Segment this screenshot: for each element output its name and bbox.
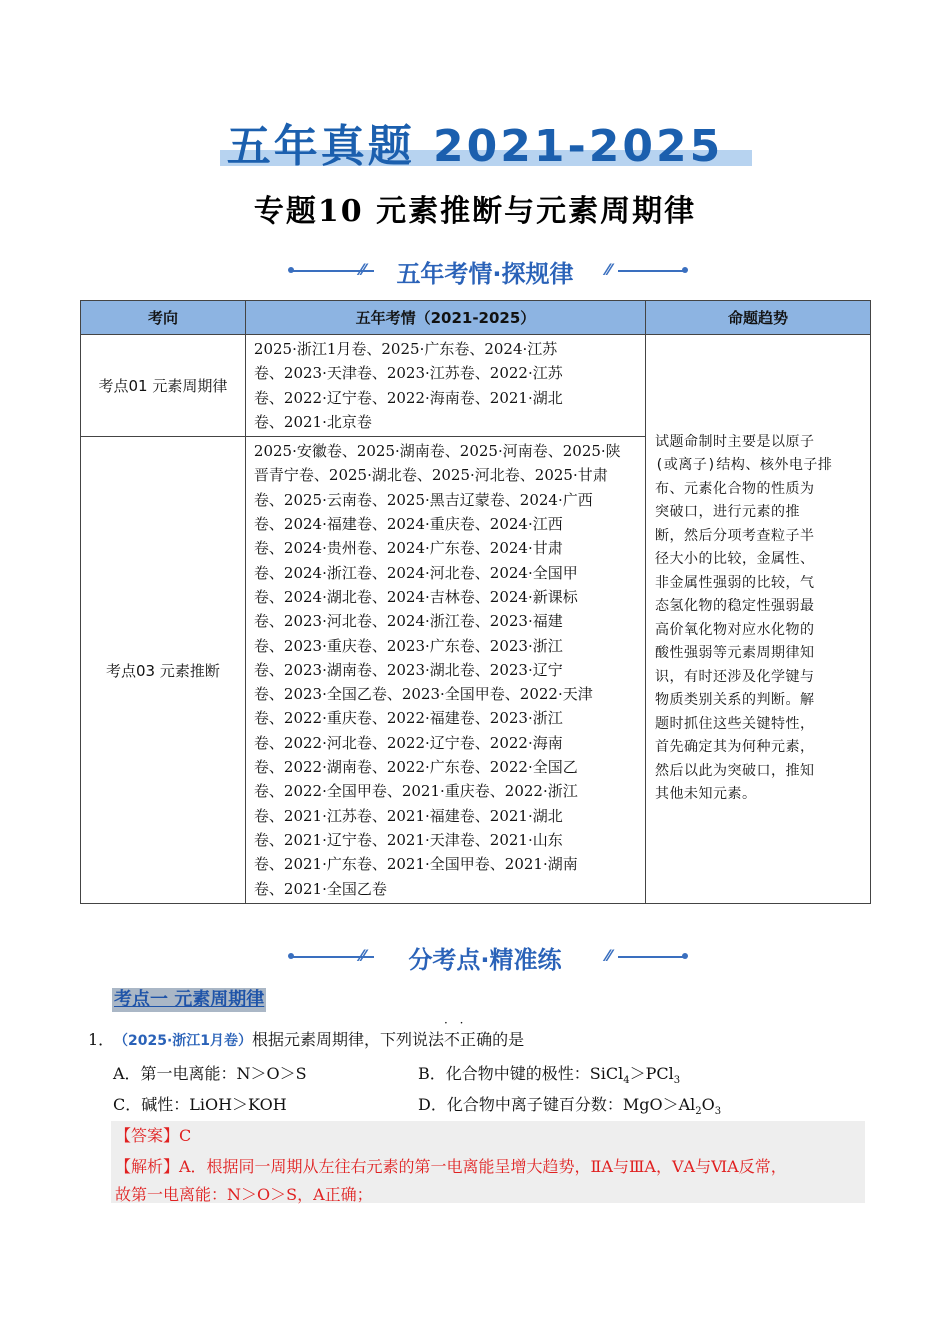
table-header-row bbox=[81, 301, 871, 335]
stem-emphasis: 不正 · · bbox=[444, 1030, 476, 1049]
answer-box bbox=[111, 1121, 865, 1203]
column-header: 考向 bbox=[81, 301, 246, 335]
option-c: C．碱性：LiOH＞KOH bbox=[113, 1095, 287, 1114]
banner-slash-icon: ⁄⁄ bbox=[360, 260, 366, 279]
banner-slash-icon: ⁄⁄ bbox=[606, 260, 612, 279]
trend-line: 态氢化物的稳定性强弱最 bbox=[655, 598, 815, 615]
trend-cell bbox=[646, 335, 871, 904]
trend-line: 识，有时还涉及化学键与 bbox=[655, 668, 815, 685]
option-a: A．第一电离能：N＞O＞S bbox=[113, 1064, 307, 1083]
exam-list-line: 卷、2024·贵州卷、2024·广东卷、2024·甘肃 bbox=[253, 539, 563, 558]
subscript: 2 bbox=[695, 1106, 702, 1118]
trend-line: 径大小的比较，金属性、 bbox=[655, 551, 815, 568]
subscript: 3 bbox=[673, 1075, 681, 1087]
exam-list-line: 卷、2025·云南卷、2025·黑吉辽蒙卷、2024·广西 bbox=[253, 490, 593, 509]
trend-line: 突破口，进行元素的推 bbox=[655, 504, 800, 521]
exam-list-line: 卷、2021·全国乙卷 bbox=[253, 879, 387, 898]
option-text: B．化合物中键的极性：SiCl bbox=[418, 1064, 624, 1083]
option-text: O bbox=[701, 1095, 715, 1114]
question-number: 1． bbox=[88, 1030, 115, 1049]
analysis-text bbox=[115, 1153, 863, 1209]
topic-cell: 考点03 元素推断 bbox=[81, 437, 246, 904]
trend-line: 布、元素化合物的性质为 bbox=[655, 480, 815, 497]
trend-line: 物质类别关系的判断。解 bbox=[655, 692, 815, 709]
section-banner-exam-trends bbox=[280, 250, 690, 290]
banner-slash-icon: ⁄⁄ bbox=[360, 946, 366, 965]
kaodian-heading: 考点一 元素周期律 bbox=[114, 989, 265, 1010]
exam-list-cell bbox=[245, 437, 645, 904]
exam-list-line: 2025·安徽卷、2025·湖南卷、2025·河南卷、2025·陕 bbox=[253, 442, 621, 461]
trend-line: 试题命制时主要是以原子 bbox=[655, 433, 815, 450]
question-stem bbox=[88, 1027, 524, 1050]
trend-line: 酸性强弱等元素周期律知 bbox=[655, 645, 815, 662]
exam-list-line: 卷、2022·重庆卷、2022·福建卷、2023·浙江 bbox=[253, 709, 563, 728]
exam-list-line: 卷、2023·重庆卷、2023·广东卷、2023·浙江 bbox=[253, 636, 563, 655]
exam-overview-table bbox=[80, 300, 871, 904]
banner-slash-icon: ⁄⁄ bbox=[606, 946, 612, 965]
stem-text: 确的是 bbox=[476, 1030, 525, 1049]
trend-line: 题时抓住这些关键特性， bbox=[655, 715, 815, 732]
exam-list-line: 晋青宁卷、2025·湖北卷、2025·河北卷、2025·甘肃 bbox=[253, 466, 608, 485]
trend-line: 断，然后分项考查粒子半 bbox=[655, 527, 815, 544]
section-title: 分考点·精准练 bbox=[408, 946, 562, 974]
exam-list-cell bbox=[245, 335, 645, 437]
subscript: 3 bbox=[714, 1106, 722, 1118]
column-header: 五年考情（2021-2025） bbox=[245, 301, 645, 335]
exam-list-line: 卷、2023·湖南卷、2023·湖北卷、2023·辽宁 bbox=[253, 660, 563, 679]
section-banner-practice bbox=[280, 936, 690, 976]
exam-list-line: 卷、2021·江苏卷、2021·福建卷、2021·湖北 bbox=[253, 806, 563, 825]
stem-text: 根据元素周期律，下列说法 bbox=[252, 1030, 445, 1049]
main-title: 五年真题 2021-2025 bbox=[226, 121, 724, 172]
table-row bbox=[81, 335, 871, 437]
trend-line: (或离子)结构、核外电子排 bbox=[655, 457, 833, 474]
question-source: （2025·浙江1月卷） bbox=[114, 1033, 253, 1049]
trend-line: 非金属性强弱的比较，气 bbox=[655, 574, 815, 591]
topic-subtitle: 专题10 元素推断与元素周期律 bbox=[253, 194, 697, 229]
subscript: 4 bbox=[623, 1075, 630, 1087]
exam-list-line: 卷、2021·辽宁卷、2021·天津卷、2021·山东 bbox=[253, 830, 563, 849]
exam-list-line: 卷、2023·河北卷、2024·浙江卷、2023·福建 bbox=[253, 612, 563, 631]
exam-list-line: 卷、2023·全国乙卷、2023·全国甲卷、2022·天津 bbox=[253, 685, 593, 704]
exam-list-line: 卷、2022·全国甲卷、2021·重庆卷、2022·浙江 bbox=[253, 782, 578, 801]
exam-list-line: 卷、2021·广东卷、2021·全国甲卷、2021·湖南 bbox=[253, 855, 578, 874]
trend-line: 然后以此为突破口，推知 bbox=[655, 762, 815, 779]
column-header: 命题趋势 bbox=[646, 301, 871, 335]
option-text: D．化合物中离子键百分数：MgO＞Al bbox=[418, 1095, 696, 1114]
exam-list-line: 卷、2024·浙江卷、2024·河北卷、2024·全国甲 bbox=[253, 563, 578, 582]
exam-list-line: 卷、2022·辽宁卷、2022·海南卷、2021·湖北 bbox=[253, 388, 563, 407]
exam-list-line: 卷、2022·湖南卷、2022·广东卷、2022·全国乙 bbox=[253, 758, 578, 777]
option-d bbox=[418, 1092, 721, 1117]
section-title: 五年考情·探规律 bbox=[396, 260, 574, 288]
main-title-block bbox=[0, 108, 950, 170]
option-b bbox=[418, 1061, 680, 1086]
exam-list-line: 卷、2024·福建卷、2024·重庆卷、2024·江西 bbox=[253, 515, 563, 534]
trend-line: 高价氧化物对应水化物的 bbox=[655, 621, 815, 638]
trend-line: 首先确定其为何种元素， bbox=[655, 739, 815, 756]
option-text: ＞PCl bbox=[629, 1064, 674, 1083]
exam-list-line: 卷、2023·天津卷、2023·江苏卷、2022·江苏 bbox=[253, 364, 563, 383]
exam-list-line: 卷、2021·北京卷 bbox=[253, 412, 372, 431]
answer-text: 【答案】C bbox=[115, 1126, 192, 1145]
trend-line: 其他未知元素。 bbox=[655, 786, 757, 803]
analysis-line: 【解析】A．根据同一周期从左往右元素的第一电离能呈增大趋势，ⅡA与ⅢA，ⅤA与ⅥA反常， bbox=[115, 1157, 787, 1176]
topic-cell: 考点01 元素周期律 bbox=[81, 335, 246, 437]
exam-list-line: 卷、2024·湖北卷、2024·吉林卷、2024·新课标 bbox=[253, 587, 578, 606]
exam-list-line: 2025·浙江1月卷、2025·广东卷、2024·江苏 bbox=[253, 340, 558, 358]
analysis-line: 故第一电离能：N＞O＞S，A正确； bbox=[115, 1185, 373, 1204]
exam-list-line: 卷、2022·河北卷、2022·辽宁卷、2022·海南 bbox=[253, 733, 563, 752]
